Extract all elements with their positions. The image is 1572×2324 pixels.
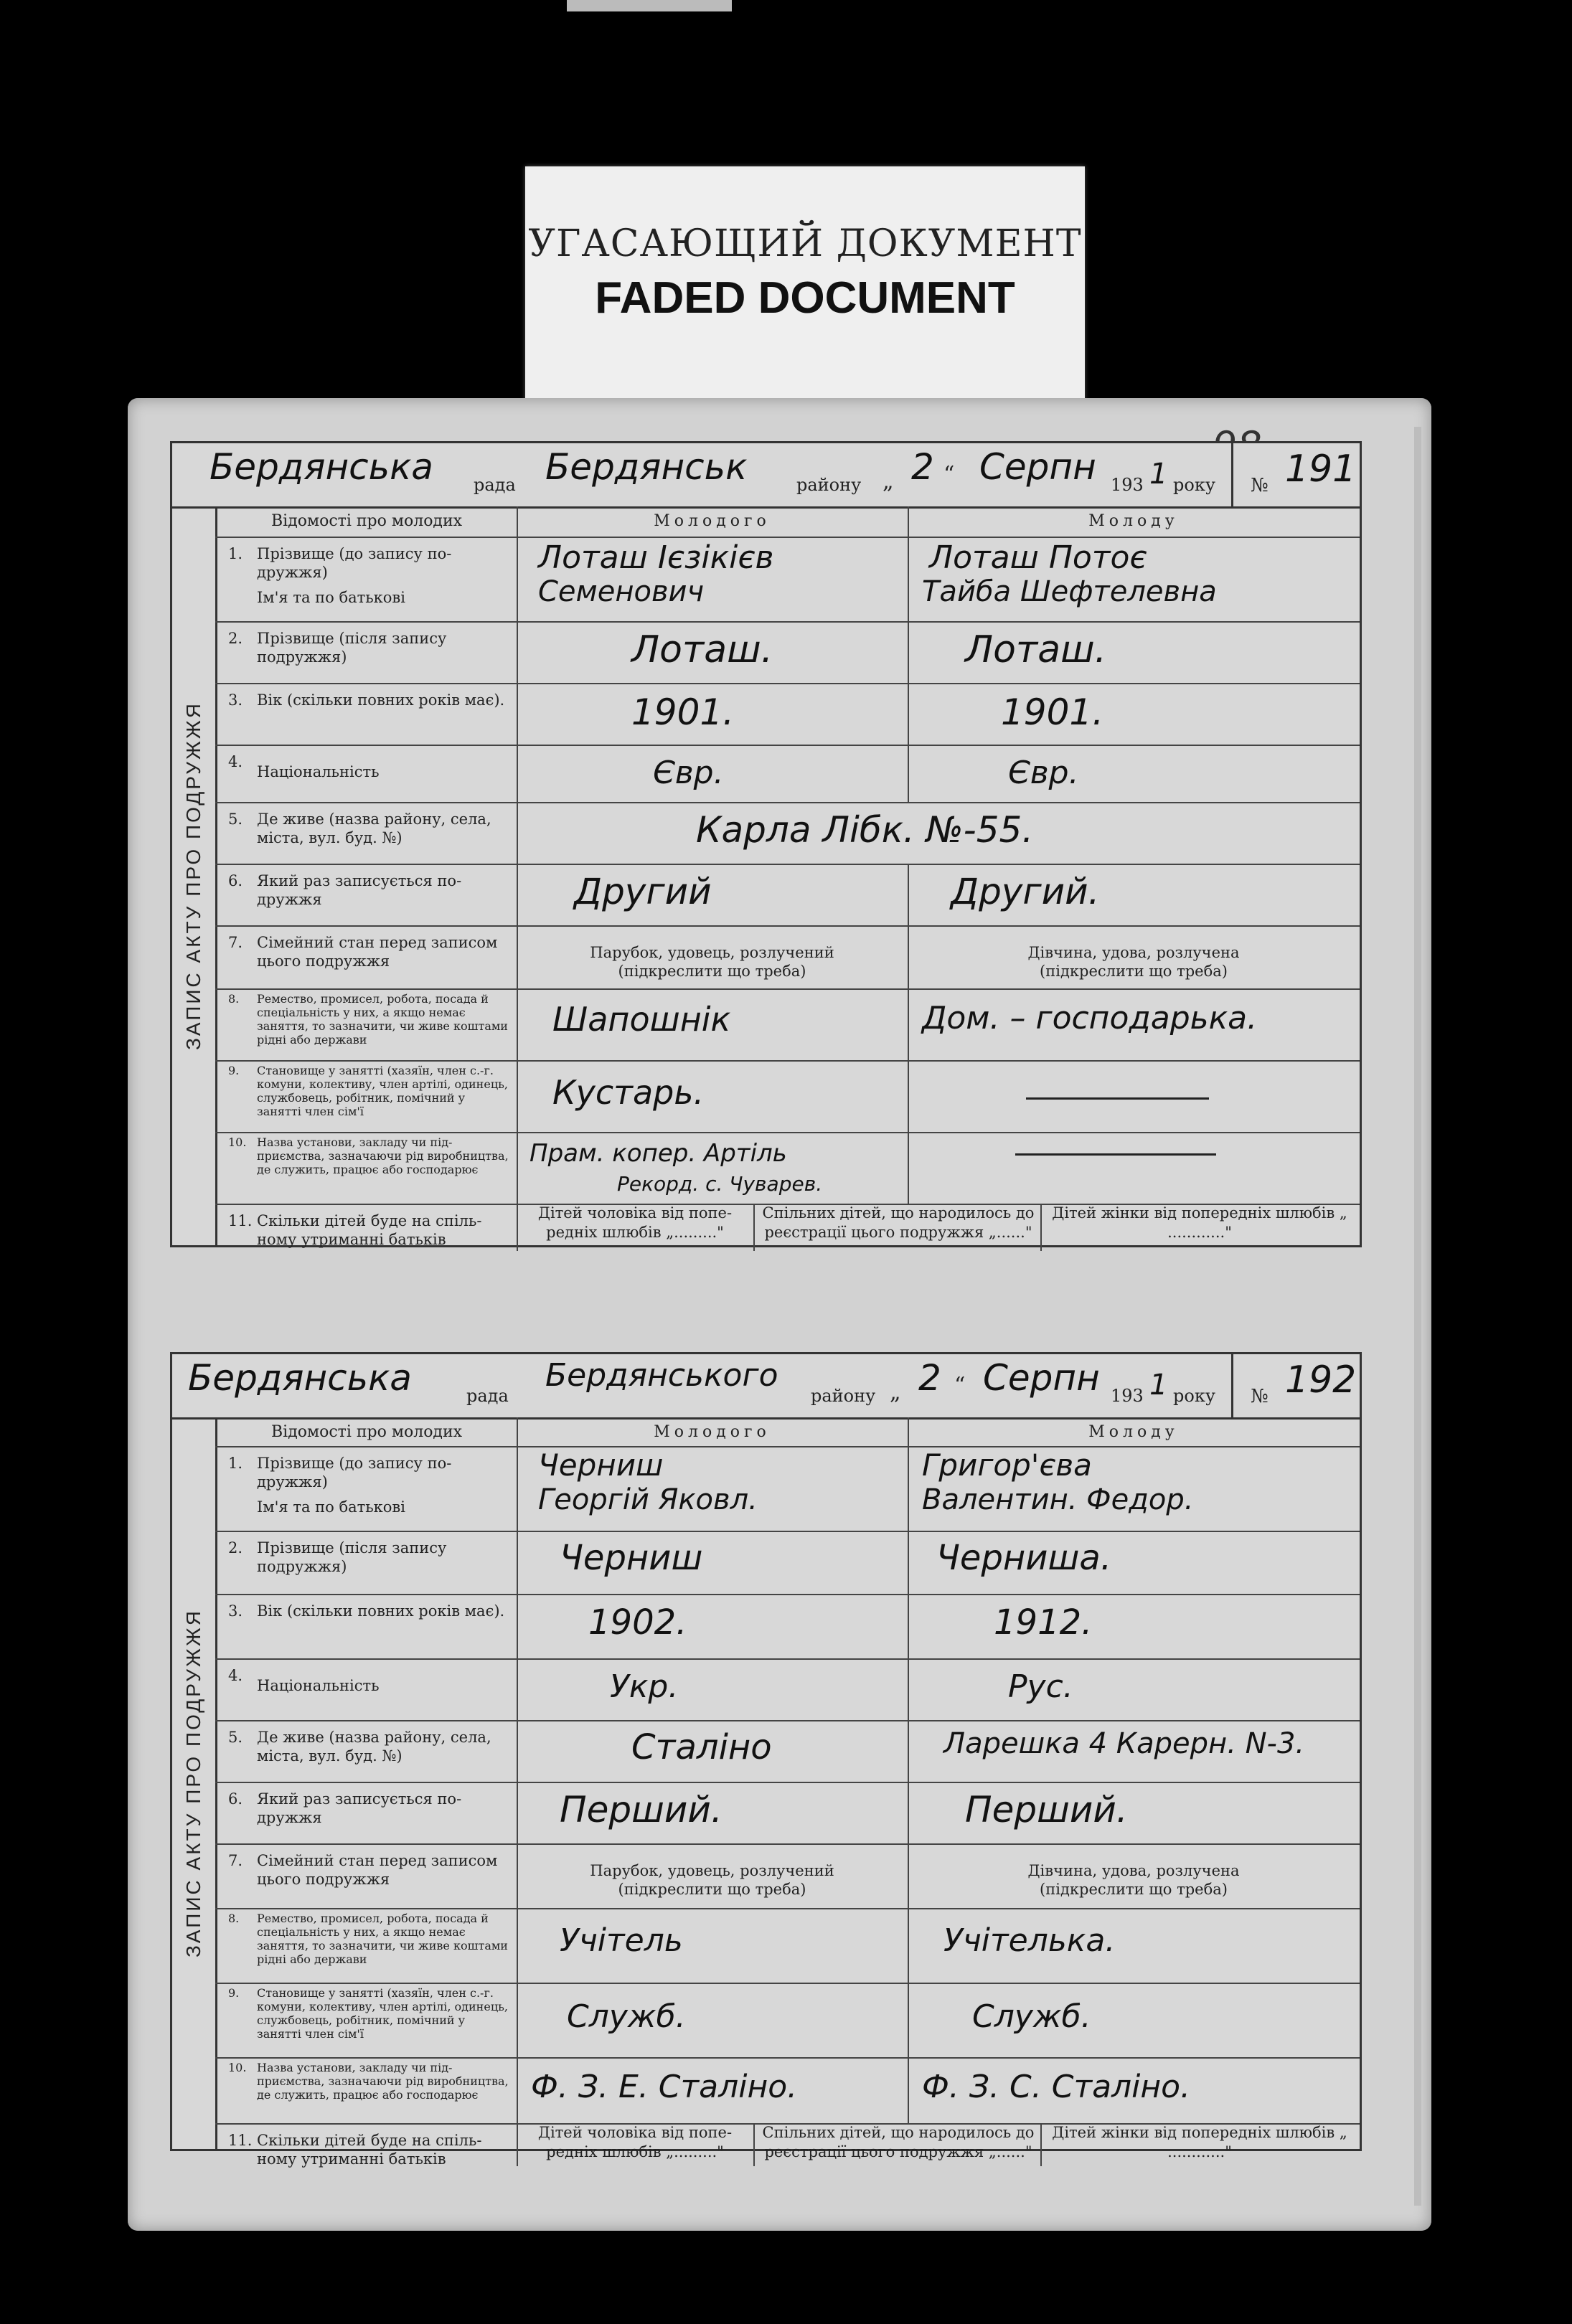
bride-position-dash — [1026, 1097, 1209, 1100]
day-value: 2 — [911, 446, 934, 488]
rada-label: рада — [466, 1386, 509, 1406]
bride-surname-after: Лоташ. — [965, 628, 1107, 671]
bride-occupation: Учітелька. — [943, 1922, 1116, 1959]
groom-surname-after: Лоташ. — [631, 628, 773, 671]
bride-address: Ларешка 4 Карерн. N-3. — [943, 1727, 1305, 1760]
column-header-groom: Молодого — [517, 506, 909, 537]
bride-age: 1901. — [1001, 691, 1104, 733]
roku-label: року — [1173, 475, 1215, 495]
groom-age: 1902. — [588, 1602, 687, 1643]
bride-nationality: Рус. — [1008, 1668, 1073, 1705]
bride-surname: Григор'єва — [922, 1447, 1092, 1483]
record-header: Бердянська рада Бердянського району „ 2 “ Серпн 193 1 року № 192 — [172, 1354, 1360, 1420]
row-marital-status: 7. Сімейний стан перед записом цього подружжя Парубок, удовець, розлучений (підкреслити що треба) Дівчина, удова, розлучена (підкреслити що треба) — [215, 925, 1360, 990]
row-address: 5. Де живе (назва району, села, міста, вул. буд. №) Сталіно Ларешка 4 Карерн. N-3. — [215, 1720, 1360, 1783]
roku-label: року — [1173, 1386, 1215, 1406]
bride-marriage-count: Другий. — [951, 871, 1100, 912]
bride-surname-after: Черниша. — [936, 1538, 1112, 1578]
children-wife: Дітей жінки від попередніх шлюбів „ ............" — [1040, 1204, 1357, 1251]
row-age: 3. Вік (скільки повних років має). 1902. 1912. — [215, 1594, 1360, 1660]
record-table — [215, 1417, 1360, 2168]
row-nationality: 4. Національність Укр. Рус. — [215, 1658, 1360, 1721]
groom-marriage-count: Перший. — [560, 1789, 723, 1831]
groom-workplace: Прам. копер. Артіль — [530, 1139, 787, 1168]
column-header-groom: Молодого — [517, 1417, 909, 1446]
groom-marriage-count: Другий — [574, 871, 712, 912]
groom-nationality: Євр. — [653, 755, 724, 791]
rayon-value: Бердянського — [545, 1357, 778, 1394]
record-number: 191 — [1285, 448, 1357, 491]
page-edge — [1414, 427, 1421, 2206]
row-surname-after: 2. Прізвище (після запису подружжя) Черниш Черниша. — [215, 1531, 1360, 1595]
bride-marriage-count: Перший. — [965, 1789, 1128, 1831]
groom-position: Служб. — [567, 1998, 686, 2035]
day-value: 2 — [918, 1357, 941, 1399]
record-number-box — [1231, 1354, 1362, 1417]
children-husband: Дітей чоловіка від попередніх шлюбів „........." — [537, 1204, 733, 1242]
groom-workplace: Ф. З. Е. Сталіно. — [531, 2069, 798, 2105]
bride-patronymic: Тайба Шефтелевна — [922, 575, 1217, 608]
groom-status-options: Парубок, удовець, розлучений — [590, 1862, 834, 1879]
groom-surname: Лоташ Ієзікієв — [538, 539, 774, 576]
row-workplace: 10. Назва установи, закладу чи підприємства, зазначаючи рід виробництва, де служить, працює або господарює Прам. копер. Артіль Рекорд. с. Чуварев. — [215, 1132, 1360, 1205]
row-surname-before: 1. Прізвище (до запису подружжя) Ім'я та по батькові Лоташ Ієзікієв Семенович Лоташ Потоє Тайба Шефтелевна — [215, 537, 1360, 623]
year-label: 193 — [1111, 1386, 1144, 1406]
groom-patronymic: Георгій Яковл. — [538, 1483, 758, 1516]
record-header: Бердянська рада Бердянськ району „ 2 “ Серпн 193 1 року № 191 — [172, 443, 1360, 509]
rada-value: Бердянська — [188, 1357, 412, 1399]
side-title: ЗАПИС АКТУ ПРО ПОДРУЖЖЯ — [172, 1417, 217, 2149]
groom-surname: Черниш — [538, 1447, 664, 1483]
row-workplace: 10. Назва установи, закладу чи підприємства, зазначаючи рід виробництва, де служить, працює або господарює Ф. З. Е. Сталіно. Ф. З. С. Сталіно. — [215, 2057, 1360, 2125]
marriage-record-191 — [170, 441, 1362, 1247]
children-common: Спільних дітей, що народилось до реєстрації цього подружжя „......" — [753, 1204, 1042, 1251]
groom-address: Сталіно — [631, 1727, 772, 1767]
rayon-value: Бердянськ — [545, 446, 748, 488]
groom-position: Кустарь. — [552, 1073, 705, 1112]
row-marriage-count: 6. Який раз записується подружжя Другий Другий. — [215, 864, 1360, 927]
groom-age: 1901. — [631, 691, 735, 733]
row-children: 11. Скільки дітей буде на спільному утриманні батьків Дітей чоловіка від попередніх шлюбів „........." Спільних дітей, що народилось до реєстрації цього подружжя „......" Дітей жінки від попередніх шлюбів „ ............" — [215, 1204, 1360, 1251]
row-occupation: 8. Ремество, промисел, робота, посада й спеціальність у них, а якщо немає заняття, то зазначити, чи живе коштами рідні або держави Шапошнік Дом. – господарька. — [215, 988, 1360, 1062]
table-header-row — [215, 506, 1360, 538]
rayon-label: району — [796, 475, 862, 495]
row-surname-after: 2. Прізвище (після запису подружжя) Лоташ. Лоташ. — [215, 621, 1360, 684]
groom-workplace-2: Рекорд. с. Чуварев. — [617, 1172, 823, 1196]
row-age: 3. Вік (скільки повних років має). 1901. 1901. — [215, 683, 1360, 746]
bride-position: Служб. — [972, 1998, 1091, 2035]
record-table — [215, 506, 1360, 1248]
groom-nationality: Укр. — [610, 1668, 679, 1705]
groom-status-options: Парубок, удовець, розлучений — [590, 944, 834, 961]
groom-patronymic: Семенович — [538, 575, 705, 608]
banner-title-ru: УГАСАЮЩИЙ ДОКУМЕНТ — [528, 222, 1082, 265]
row-marriage-count: 6. Який раз записується подружжя Перший. Перший. — [215, 1782, 1360, 1845]
address: Карла Лібк. №-55. — [696, 809, 1034, 851]
groom-occupation: Шапошнік — [552, 1000, 731, 1039]
row-surname-before: 1. Прізвище (до запису подружжя) Ім'я та по батькові Черниш Георгій Яковл. Григор'єва Валентин. Федор. — [215, 1446, 1360, 1532]
bride-surname: Лоташ Потоє — [929, 539, 1147, 576]
bride-status-options: Дівчина, удова, розлучена — [1027, 1862, 1240, 1879]
groom-occupation: Учітель — [560, 1922, 683, 1959]
rada-value: Бердянська — [210, 446, 433, 488]
banner-title-en: FADED DOCUMENT — [595, 273, 1015, 323]
column-header-bride: Молоду — [1088, 1423, 1179, 1441]
year-label: 193 — [1111, 475, 1144, 495]
record-number: 192 — [1285, 1359, 1357, 1402]
bride-status-options: Дівчина, удова, розлучена — [1027, 944, 1240, 961]
table-header-row — [215, 1417, 1360, 1447]
bride-age: 1912. — [994, 1602, 1093, 1643]
row-nationality: 4. Національність Євр. Євр. — [215, 745, 1360, 803]
faded-document-banner — [525, 166, 1085, 403]
record-number-box — [1231, 443, 1362, 506]
month-value: Серпн — [979, 446, 1096, 488]
year-digit: 1 — [1149, 1369, 1168, 1402]
row-occupation: 8. Ремество, промисел, робота, посада й спеціальність у них, а якщо немає заняття, то зазначити, чи живе коштами рідні або держави Учітель Учітелька. — [215, 1908, 1360, 1984]
groom-surname-after: Черниш — [560, 1538, 703, 1578]
bride-nationality: Євр. — [1008, 755, 1079, 791]
bride-workplace-dash — [1015, 1153, 1216, 1156]
column-header-info: Відомості про молодих — [271, 1423, 463, 1441]
bride-workplace: Ф. З. С. Сталіно. — [922, 2069, 1191, 2105]
month-value: Серпн — [983, 1357, 1100, 1399]
rayon-label: району — [811, 1386, 876, 1406]
top-dark-strip — [567, 0, 732, 11]
children-wife: Дітей жінки від попередніх шлюбів „ ............" — [1040, 2123, 1357, 2166]
row-marital-status: 7. Сімейний стан перед записом цього подружжя Парубок, удовець, розлучений (підкреслити що треба) Дівчина, удова, розлучена (підкреслити що треба) — [215, 1843, 1360, 1909]
row-address: 5. Де живе (назва району, села, міста, вул. буд. №) Карла Лібк. №-55. — [215, 802, 1360, 865]
column-header-info: Відомості про молодих — [271, 512, 463, 530]
year-digit: 1 — [1149, 458, 1168, 491]
number-label: № — [1251, 475, 1269, 496]
side-title: ЗАПИС АКТУ ПРО ПОДРУЖЖЯ — [172, 506, 217, 1245]
children-common: Спільних дітей, що народилось до реєстрації цього подружжя „......" — [753, 2123, 1042, 2166]
bride-occupation: Дом. – господарька. — [922, 1000, 1258, 1036]
row-position: 9. Становище у занятті (хазяїн, член с.-г. комуни, колективу, член артілі, одинець, службовець, робітник, помічний у занятті член сім'ї Служб. Служб. — [215, 1983, 1360, 2059]
row-position: 9. Становище у занятті (хазяїн, член с.-г. комуни, колективу, член артілі, одинець, службовець, робітник, помічний у занятті член сім'ї Кустарь. — [215, 1060, 1360, 1133]
row-children: 11. Скільки дітей буде на спільному утриманні батьків Дітей чоловіка від попередніх шлюбів „........." Спільних дітей, що народилось до реєстрації цього подружжя „......" Дітей жінки від попередніх шлюбів „ ............" — [215, 2123, 1360, 2166]
children-husband: Дітей чоловіка від попередніх шлюбів „........." — [537, 2124, 733, 2161]
bride-patronymic: Валентин. Федор. — [922, 1483, 1194, 1516]
rada-label: рада — [474, 475, 516, 495]
column-header-bride: Молоду — [1088, 512, 1179, 530]
marriage-record-192 — [170, 1352, 1362, 2168]
number-label: № — [1251, 1386, 1269, 1407]
